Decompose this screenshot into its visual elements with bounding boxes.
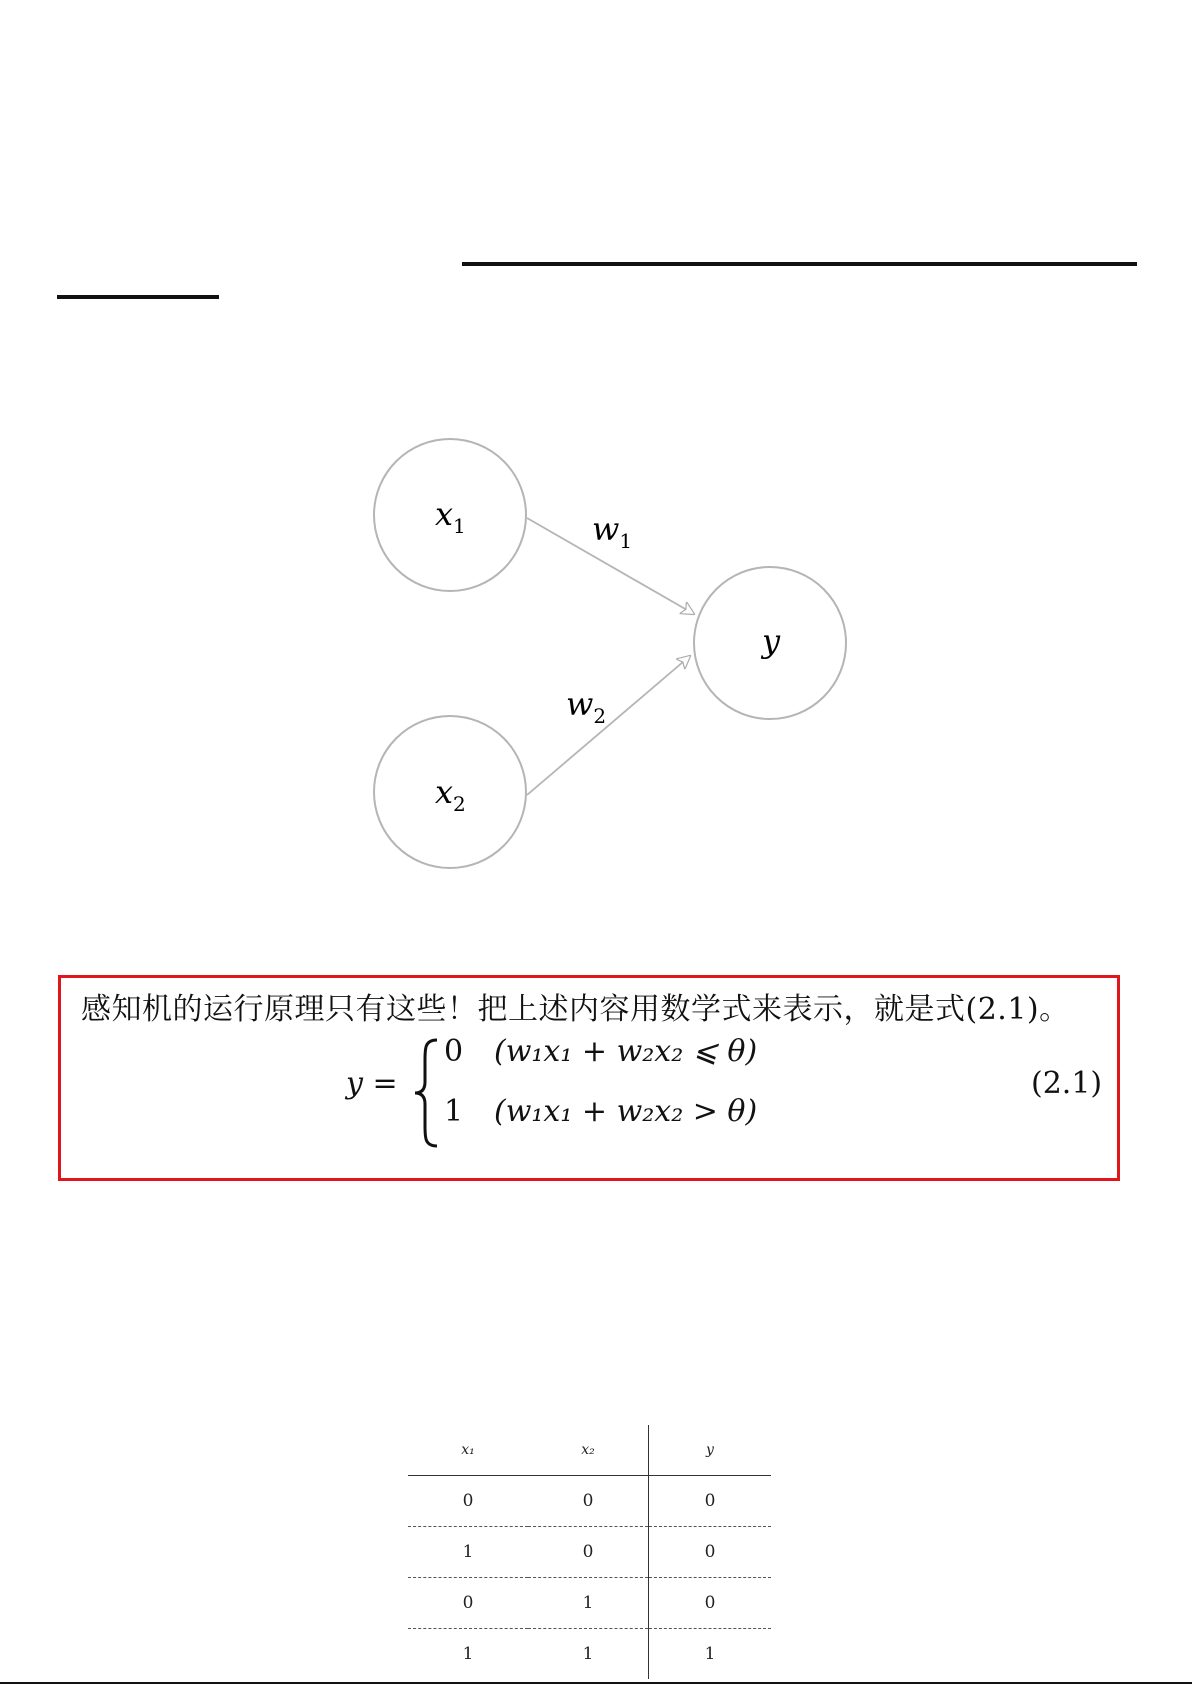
bottom-rule xyxy=(0,1682,1192,1684)
table-row xyxy=(408,1629,771,1680)
cell: 0 xyxy=(408,1578,528,1629)
edge-x2-y xyxy=(527,656,690,795)
cell: 0 xyxy=(528,1476,649,1527)
weight-w1-label: $w_1$ xyxy=(592,510,633,553)
cell: 1 xyxy=(528,1629,649,1680)
node-x1-label: $x_1$ xyxy=(435,495,466,538)
cell: 0 xyxy=(408,1476,528,1527)
table-row xyxy=(408,1476,771,1527)
cell: 0 xyxy=(528,1527,649,1578)
left-brace-icon xyxy=(413,1038,443,1148)
equation-number: (2.1) xyxy=(1031,1066,1103,1101)
case1-condition: (w₁x₁ + w₂x₂ ⩽ θ) xyxy=(494,1034,758,1069)
table-header-row xyxy=(408,1425,771,1476)
case1-value: 0 xyxy=(444,1034,464,1069)
table-row xyxy=(408,1527,771,1578)
cell: 0 xyxy=(649,1527,772,1578)
header-y: y xyxy=(649,1425,772,1476)
cell: 0 xyxy=(649,1578,772,1629)
cell: 0 xyxy=(649,1476,772,1527)
cell: 1 xyxy=(408,1527,528,1578)
case2-condition: (w₁x₁ + w₂x₂ > θ) xyxy=(494,1094,758,1129)
case2-value: 1 xyxy=(444,1094,464,1129)
header-x1: x₁ xyxy=(408,1425,528,1476)
node-x2-label: $x_2$ xyxy=(435,773,466,816)
truth-table xyxy=(408,1425,771,1679)
weight-w2-label: $w_2$ xyxy=(566,685,607,728)
highlight-sentence: 感知机的运行原理只有这些！把上述内容用数学式来表示，就是式(2.1)。 xyxy=(81,992,1070,1027)
header-x2: x₂ xyxy=(528,1425,649,1476)
equation-lhs: y = xyxy=(346,1066,398,1101)
cell: 1 xyxy=(462,1644,474,1664)
cell: 1 xyxy=(528,1578,649,1629)
highlight-box xyxy=(58,975,1120,1181)
node-y-label: y xyxy=(762,622,781,660)
cell: 1 xyxy=(704,1644,716,1664)
table-row xyxy=(408,1578,771,1629)
